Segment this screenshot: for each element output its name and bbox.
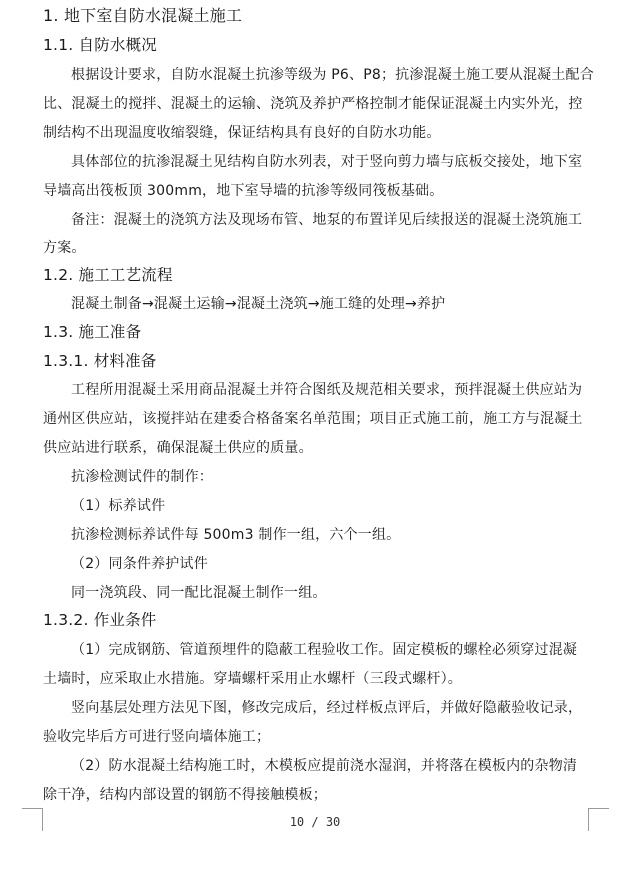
paragraph-line: 制结构不出现温度收缩裂缝，保证结构具有良好的自防水功能。 — [43, 125, 441, 141]
paragraph-line: 抗渗检测标养试件每 500m3 制作一组，六个一组。 — [71, 527, 401, 543]
paragraph-line: （2）防水混凝土结构施工时，木模板应提前浇水湿润，并将落在模板内的杂物清 — [71, 758, 578, 774]
subsection-heading-1-3-2: 1.3.2. 作业条件 — [43, 611, 157, 629]
section-heading-1: 1. 地下室自防水混凝土施工 — [43, 6, 243, 25]
paragraph-line: （1）完成钢筋、管道预埋件的隐蔽工程验收工作。固定模板的螺栓必须穿过混凝 — [71, 642, 578, 658]
paragraph-line: 土墙时，应采取止水措施。穿墙螺杆采用止水螺杆（三段式螺杆）。 — [43, 671, 462, 687]
subsection-heading-1-2: 1.2. 施工工艺流程 — [43, 266, 173, 284]
note-line: 方案。 — [43, 240, 86, 256]
paragraph-line: 除干净，结构内部设置的钢筋不得接触模板； — [43, 787, 327, 803]
paragraph-line: 抗渗检测试件的制作： — [71, 469, 213, 485]
paragraph-line: 根据设计要求，自防水混凝土抗渗等级为 P6、P8；抗渗混凝土施工要从混凝土配合 — [71, 67, 594, 83]
subsection-heading-1-3: 1.3. 施工准备 — [43, 323, 142, 341]
paragraph-line: 供应站进行联系，确保混凝土供应的质量。 — [43, 440, 313, 456]
process-flow-line: 混凝土制备→混凝土运输→混凝土浇筑→施工缝的处理→养护 — [71, 296, 446, 312]
paragraph-line: 比、混凝土的搅拌、混凝土的运输、浇筑及养护严格控制才能保证混凝土内实外光，控 — [43, 96, 583, 112]
paragraph-line: 具体部位的抗渗混凝土见结构自防水列表，对于竖向剪力墙与底板交接处，地下室 — [71, 154, 583, 170]
paragraph-line: 同一浇筑段、同一配比混凝土制作一组。 — [71, 585, 327, 601]
page-number: 10 / 30 — [289, 815, 341, 829]
paragraph-line: 验收完毕后方可进行竖向墙体施工； — [43, 729, 271, 745]
paragraph-line: 竖向基层处理方法见下图，修改完成后，经过样板点评后，并做好隐蔽验收记录， — [71, 700, 583, 716]
list-label: （1）标养试件 — [71, 498, 166, 514]
note-line: 备注：混凝土的浇筑方法及现场布管、地泵的布置详见后续报送的混凝土浇筑施工 — [71, 212, 583, 228]
paragraph-line: 工程所用混凝土采用商品混凝土并符合图纸及规范相关要求，预拌混凝土供应站为 — [71, 382, 583, 398]
subsection-heading-1-3-1: 1.3.1. 材料准备 — [43, 352, 157, 370]
list-label: （2）同条件养护试件 — [71, 556, 208, 572]
paragraph-line: 通州区供应站，该搅拌站在建委合格备案名单范围；项目正式施工前，施工方与混凝土 — [43, 411, 583, 427]
subsection-heading-1-1: 1.1. 自防水概况 — [43, 36, 158, 54]
paragraph-line: 导墙高出筏板顶 300mm，地下室导墙的抗渗等级同筏板基础。 — [43, 183, 444, 199]
